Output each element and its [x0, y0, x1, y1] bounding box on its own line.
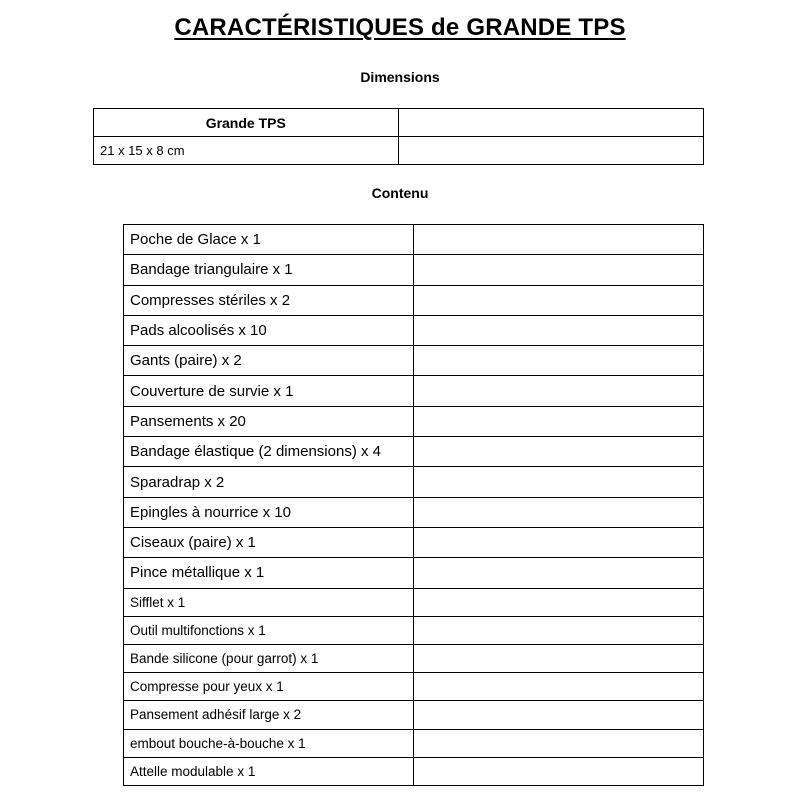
empty-cell: [413, 376, 703, 406]
item-cell: Couverture de survie x 1: [124, 376, 414, 406]
item-cell: embout bouche-à-bouche x 1: [124, 729, 414, 757]
empty-cell: [413, 616, 703, 644]
item-cell: Epingles à nourrice x 10: [124, 497, 414, 527]
contenu-heading: Contenu: [371, 185, 429, 201]
empty-cell: [413, 285, 703, 315]
table-row: [124, 497, 704, 527]
empty-cell: [413, 497, 703, 527]
item-cell: Bande silicone (pour garrot) x 1: [124, 644, 414, 672]
item-cell: Gants (paire) x 2: [124, 346, 414, 376]
dimensions-value-row: [94, 137, 704, 165]
contenu-table: [123, 224, 704, 786]
table-row: [124, 527, 704, 557]
empty-cell: [413, 673, 703, 701]
item-cell: Bandage élastique (2 dimensions) x 4: [124, 437, 414, 467]
item-cell: Sparadrap x 2: [124, 467, 414, 497]
item-cell: Attelle modulable x 1: [124, 757, 414, 785]
item-cell: Compresse pour yeux x 1: [124, 673, 414, 701]
empty-cell: [413, 701, 703, 729]
dimensions-value-cell: 21 x 15 x 8 cm: [94, 137, 399, 165]
item-cell: Poche de Glace x 1: [124, 225, 414, 255]
item-cell: Pansement adhésif large x 2: [124, 701, 414, 729]
item-cell: Pansements x 20: [124, 406, 414, 436]
item-cell: Pince métallique x 1: [124, 558, 414, 588]
dimensions-table: [93, 108, 704, 165]
empty-cell: [413, 255, 703, 285]
item-cell: Ciseaux (paire) x 1: [124, 527, 414, 557]
table-row: [124, 467, 704, 497]
item-cell: Compresses stériles x 2: [124, 285, 414, 315]
page-title: CARACTÉRISTIQUES de GRANDE TPS: [174, 14, 626, 41]
table-row: [124, 729, 704, 757]
empty-cell: [413, 558, 703, 588]
empty-cell: [413, 406, 703, 436]
table-row: [124, 588, 704, 616]
item-cell: Sifflet x 1: [124, 588, 414, 616]
empty-cell: [413, 729, 703, 757]
table-row: [124, 437, 704, 467]
table-row: [124, 225, 704, 255]
item-cell: Bandage triangulaire x 1: [124, 255, 414, 285]
empty-cell: [413, 437, 703, 467]
table-row: [124, 558, 704, 588]
empty-cell: [413, 467, 703, 497]
table-row: [124, 346, 704, 376]
empty-cell: [413, 315, 703, 345]
table-row: [124, 616, 704, 644]
empty-cell: [413, 527, 703, 557]
item-cell: Outil multifonctions x 1: [124, 616, 414, 644]
dimensions-empty-cell: [398, 137, 703, 165]
dimensions-header-cell: Grande TPS: [94, 109, 399, 137]
table-row: [124, 673, 704, 701]
table-row: [124, 315, 704, 345]
table-row: [124, 644, 704, 672]
dimensions-empty-cell: [398, 109, 703, 137]
table-row: [124, 406, 704, 436]
table-row: [124, 285, 704, 315]
empty-cell: [413, 225, 703, 255]
dimensions-heading: Dimensions: [360, 69, 440, 85]
item-cell: Pads alcoolisés x 10: [124, 315, 414, 345]
table-row: [124, 376, 704, 406]
empty-cell: [413, 588, 703, 616]
dimensions-header-row: [94, 109, 704, 137]
table-row: [124, 757, 704, 785]
table-row: [124, 701, 704, 729]
empty-cell: [413, 346, 703, 376]
empty-cell: [413, 644, 703, 672]
empty-cell: [413, 757, 703, 785]
table-row: [124, 255, 704, 285]
